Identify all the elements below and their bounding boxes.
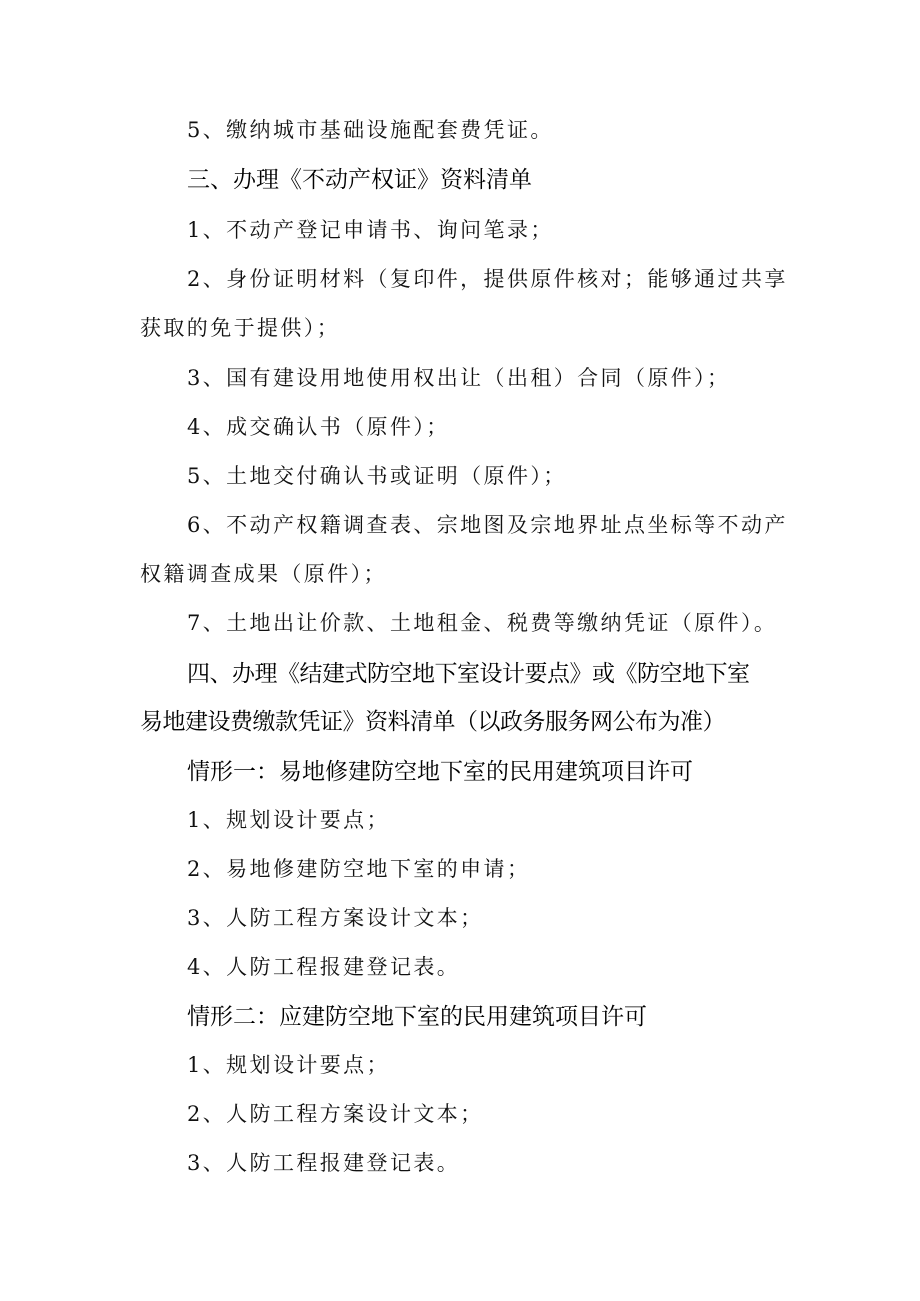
case-one-item-design-document: 3、人防工程方案设计文本；: [187, 906, 484, 930]
item-cadastral-survey-continued: 权籍调查成果（原件）；: [140, 562, 387, 586]
item-cadastral-survey: 6、不动产权籍调查表、宗地图及宗地界址点坐标等不动产: [187, 513, 788, 537]
item-fee-voucher: 5、缴纳城市基础设施配套费凭证。: [187, 118, 554, 142]
item-registration-application: 1、不动产登记申请书、询问笔录；: [187, 218, 554, 242]
item-payment-vouchers: 7、土地出让价款、土地租金、税费等缴纳凭证（原件）。: [187, 611, 778, 635]
case-one-item-relocation-application: 2、易地修建防空地下室的申请；: [187, 857, 531, 881]
case-heading-one: 情形一：易地修建防空地下室的民用建筑项目许可: [187, 759, 693, 785]
item-identity-proof-continued: 获取的免于提供）；: [140, 316, 341, 340]
section-heading-civil-air-defense-continued: 易地建设费缴款凭证》资料清单（以政务服务网公布为准）: [140, 709, 725, 735]
case-heading-two: 情形二：应建防空地下室的民用建筑项目许可: [187, 1004, 647, 1030]
case-two-item-design-document: 2、人防工程方案设计文本；: [187, 1102, 484, 1126]
item-land-delivery-confirmation: 5、土地交付确认书或证明（原件）；: [187, 464, 567, 488]
item-deal-confirmation: 4、成交确认书（原件）；: [187, 415, 450, 439]
case-two-item-registration-form: 3、人防工程报建登记表。: [187, 1151, 461, 1175]
case-one-item-planning-points: 1、规划设计要点；: [187, 808, 390, 832]
case-one-item-registration-form: 4、人防工程报建登记表。: [187, 955, 461, 979]
section-heading-property-certificate: 三、办理《不动产权证》资料清单: [187, 167, 532, 193]
item-identity-proof: 2、身份证明材料（复印件，提供原件核对；能够通过共享: [187, 267, 788, 291]
case-two-item-planning-points: 1、规划设计要点；: [187, 1053, 390, 1077]
section-heading-civil-air-defense: 四、办理《结建式防空地下室设计要点》或《防空地下室: [187, 661, 750, 687]
item-land-use-contract: 3、国有建设用地使用权出让（出租）合同（原件）；: [187, 366, 731, 390]
